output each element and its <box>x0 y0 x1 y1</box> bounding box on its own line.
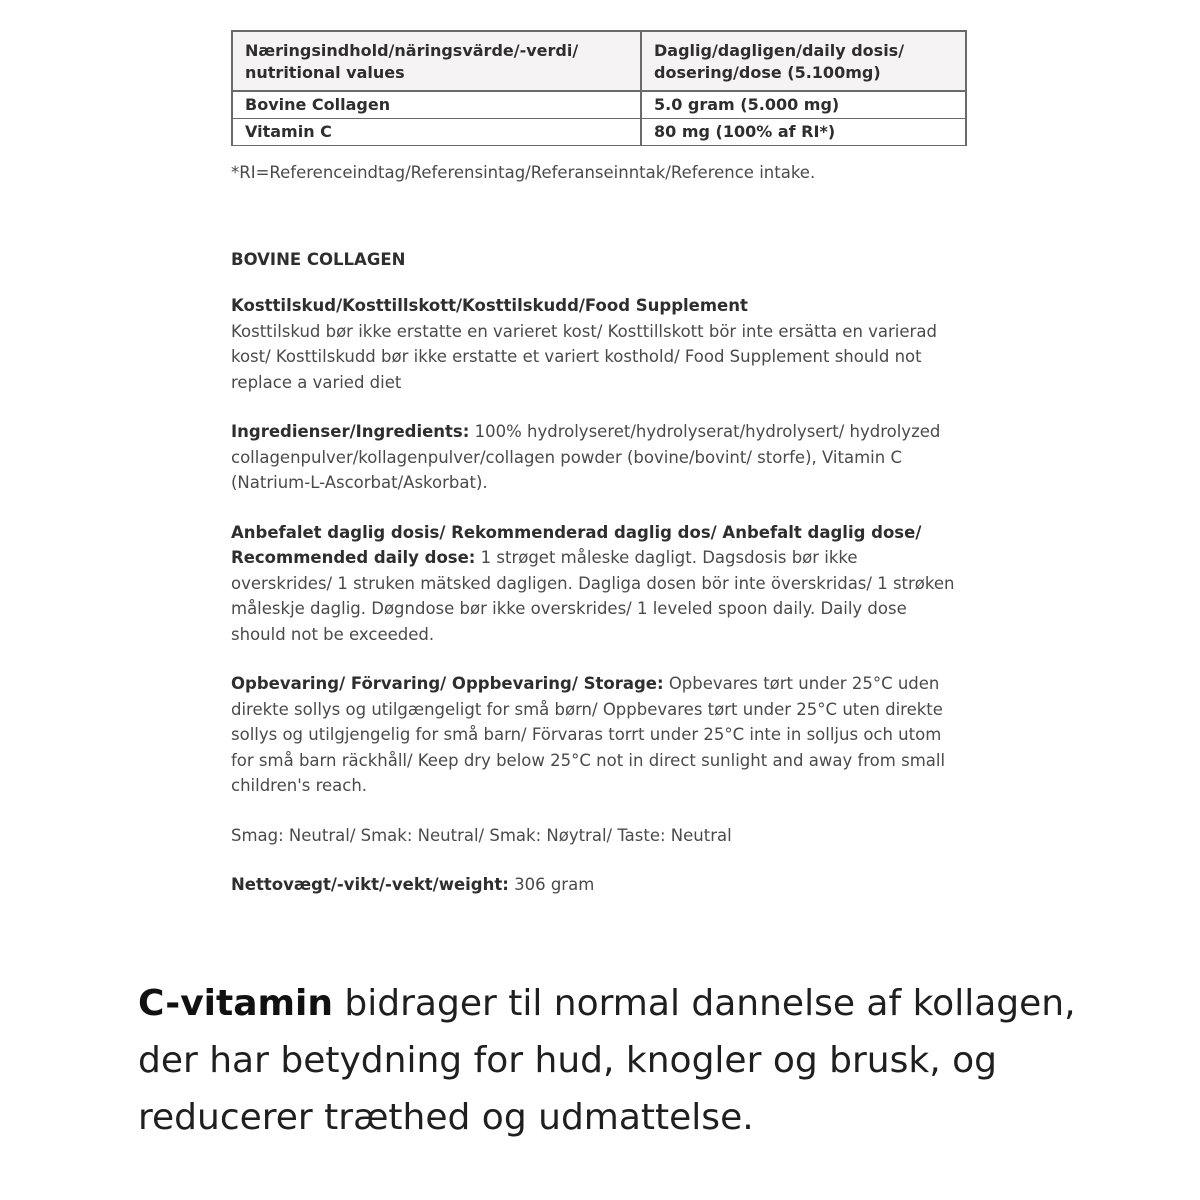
supplement-text: Kosttilskud bør ikke erstatte en varieret kost/ Kosttillskott bör inte ersätta en varierad kost/ Kosttilskudd bør ikke erstatte et variert kosthold/ Food Supplement should not replace a varied diet <box>231 321 937 392</box>
weight-line <box>231 872 961 898</box>
weight-value: 306 gram <box>508 875 595 894</box>
weight-label: Nettovægt/-vikt/-vekt/weight: <box>231 875 509 894</box>
health-claim <box>138 975 1128 1146</box>
health-claim-bold: C-vitamin <box>138 983 333 1024</box>
dose-text: 1 strøget måleske dagligt. Dagsdosis bør ikke overskrides/ 1 struken mätsked dagligen. Dagliga dosen bör inte överskridas/ 1 strøken måleskje daglig. Døgndose bør ikke overskrides/ 1 leveled spoon daily. Daily dose should not be exceeded. <box>231 548 955 644</box>
nutrition-table-header <box>232 31 966 91</box>
table-row <box>232 91 966 119</box>
nutrient-name: Vitamin C <box>232 119 641 146</box>
ri-footnote: *RI=Referenceindtag/Referensintag/Referanseinntak/Reference intake. <box>231 163 816 182</box>
nutrition-header-nutrient: Næringsindhold/näringsvärde/-verdi/ nutritional values <box>232 31 641 91</box>
ingredients-text: 100% hydrolyseret/hydrolyserat/hydrolysert/ hydrolyzed collagenpulver/kollagenpulver/collagen powder (bovine/bovint/ storfe), Vitamin C (Natrium-L-Ascorbat/Askorbat). <box>231 422 941 492</box>
table-row <box>232 119 966 146</box>
health-claim-text: bidrager til normal dannelse af kollagen, der har betydning for hud, knogler og brusk, og reducerer træthed og udmattelse. <box>138 983 1076 1138</box>
dose-section <box>231 520 961 648</box>
storage-text: Opbevares tørt under 25°C uden direkte sollys og utilgængeligt for små børn/ Oppbevares tørt under 25°C uten direkte sollys og utilgjengelig for små barn/ Förvaras torrt under 25°C inte in solljus och utom for små barn räckhåll/ Keep dry below 25°C not in direct sunlight and away from small children's reach. <box>231 674 946 795</box>
supplement-heading: Kosttilskud/Kosttillskott/Kosttilskudd/Food Supplement <box>231 296 748 315</box>
nutrition-header-dose: Daglig/dagligen/daily dosis/ dosering/dose (5.100mg) <box>641 31 966 91</box>
dose-label: Anbefalet daglig dosis/ Rekommenderad daglig dos/ Anbefalt daglig dose/ Recommended daily dose: <box>231 522 922 567</box>
ingredients-label: Ingredienser/Ingredients: <box>231 422 470 441</box>
nutrient-name: Bovine Collagen <box>232 91 641 119</box>
taste-line: Smag: Neutral/ Smak: Neutral/ Smak: Nøytral/ Taste: Neutral <box>231 825 732 845</box>
nutrition-table <box>231 30 967 146</box>
supplement-section <box>231 293 961 395</box>
storage-section <box>231 671 961 799</box>
storage-label: Opbevaring/ Förvaring/ Oppbevaring/ Storage: <box>231 674 664 693</box>
nutrient-value: 5.0 gram (5.000 mg) <box>641 91 966 119</box>
nutrient-value: 80 mg (100% af RI*) <box>641 119 966 146</box>
ingredients-section <box>231 419 961 496</box>
product-label <box>231 30 971 898</box>
product-title: BOVINE COLLAGEN <box>231 250 406 269</box>
